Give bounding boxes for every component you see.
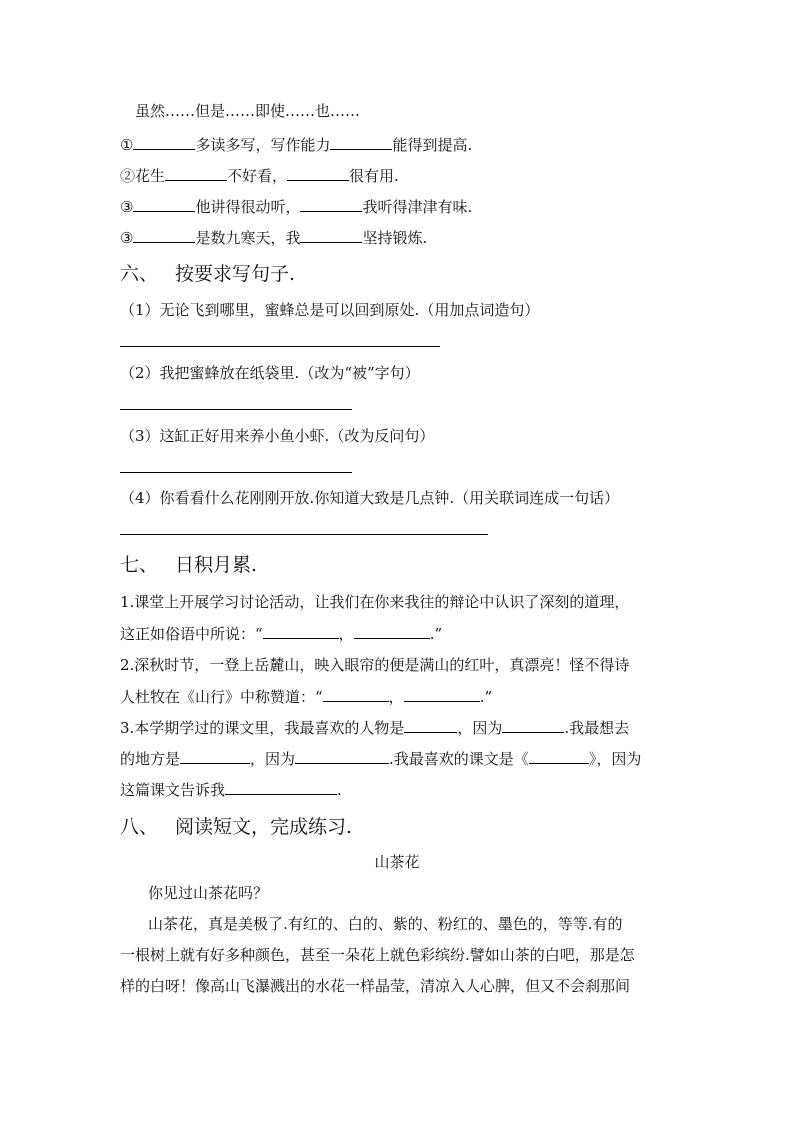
section-title: 日积月累. [175,554,258,576]
item-marker: ③ [120,198,134,216]
blank[interactable] [502,717,564,733]
section-heading-7 [120,553,257,577]
fill-item-4 [120,227,427,248]
question-text: .我最喜欢的课文是《 [389,750,529,768]
passage-title: 山茶花 [374,853,420,871]
question-6-4: （4）你看看什么花刚刚开放.你知道大致是几点钟.（用关联词连成一句话） [120,489,620,507]
passage-line: 一根树上就有好多种颜色，甚至一朵花上就色彩缤纷.譬如山茶的白吧，那是怎 [120,946,635,964]
blank[interactable] [133,196,195,212]
blank[interactable] [300,227,362,243]
item-text: 他讲得很动听， [195,198,301,216]
section-title: 按要求写句子. [175,263,296,285]
question-7-1-line2 [120,623,442,644]
question-text: 的地方是 [120,750,181,768]
blank[interactable] [330,134,392,150]
question-text: 人杜牧在《山行》中称赞道：“ [120,688,323,706]
blank[interactable] [295,748,389,764]
answer-line[interactable] [120,472,352,473]
question-text: .我最想去 [564,719,630,737]
blank[interactable] [529,748,589,764]
item-marker: ① [120,136,134,154]
question-text: .” [429,625,443,643]
passage-line: 样的白呀！像高山飞瀑溅出的水花一样晶莹，清凉入人心脾，但又不会刹那间 [120,977,631,995]
question-text: 这正如俗语中所说：“ [120,625,263,643]
question-text: . [337,781,342,799]
item-marker: ②花生 [120,167,166,185]
answer-line[interactable] [120,346,440,347]
blank[interactable] [300,196,362,212]
question-text: ， [388,688,404,706]
question-7-2-line2 [120,686,492,707]
section-number: 八、 [120,816,159,838]
section-heading-8 [120,815,352,839]
question-6-1: （1）无论飞到哪里，蜜蜂总是可以回到原处.（用加点词造句） [120,301,540,319]
fill-item-3 [120,196,472,217]
blank[interactable] [133,227,195,243]
blank[interactable] [263,623,339,639]
question-text: 》，因为 [588,750,642,768]
item-text: 坚持锻炼. [362,229,428,247]
passage-line: 山茶花，真是美极了.有红的、白的、紫的、粉红的、墨色的，等等.有的 [148,915,623,933]
question-7-3-line3 [120,779,342,800]
question-7-1-line1: 1.课堂上开展学习讨论活动，让我们在你来我往的辩论中认识了深刻的道理， [120,593,630,611]
item-marker: ③ [120,229,134,247]
question-text: ，因为 [250,750,296,768]
question-text: 这篇课文告诉我 [120,781,226,799]
blank[interactable] [404,717,457,733]
blank[interactable] [404,686,480,702]
question-text: 3.本学期学过的课文里，我最喜欢的人物是 [120,719,405,737]
answer-line[interactable] [120,409,352,410]
blank[interactable] [180,748,250,764]
question-text: ，因为 [457,719,503,737]
blank[interactable] [165,165,227,181]
question-text: ， [338,625,354,643]
item-text: 能得到提高. [392,136,473,154]
question-7-3-line2 [120,748,641,769]
fill-item-1 [120,134,472,155]
blank[interactable] [225,779,337,795]
section-number: 六、 [120,263,159,285]
question-7-2-line1: 2.深秋时节，一登上岳麓山，映入眼帘的便是满山的红叶，真漂亮！怪不得诗 [120,656,630,674]
question-7-3-line1 [120,717,629,738]
section-title: 阅读短文，完成练习. [175,816,353,838]
passage-line: 你见过山茶花吗？ [148,884,269,902]
blank[interactable] [133,134,195,150]
question-6-3: （3）这缸正好用来养小鱼小虾.（改为反问句） [120,427,435,445]
item-text: 是数九寒天，我 [195,229,301,247]
question-6-2: （2）我把蜜蜂放在纸袋里.（改为“被”字句） [120,364,420,382]
blank[interactable] [354,623,430,639]
conjunction-options: 虽然……但是……即使……也…… [135,102,361,120]
question-text: .” [479,688,493,706]
blank[interactable] [323,686,389,702]
blank[interactable] [287,165,349,181]
answer-line[interactable] [120,534,488,535]
section-number: 七、 [120,554,159,576]
fill-item-2 [120,165,399,186]
item-text: 我听得津津有味. [362,198,473,216]
item-text: 很有用. [349,167,399,185]
item-text: 不好看， [227,167,288,185]
item-text: 多读多写，写作能力 [195,136,331,154]
section-heading-6 [120,262,295,286]
